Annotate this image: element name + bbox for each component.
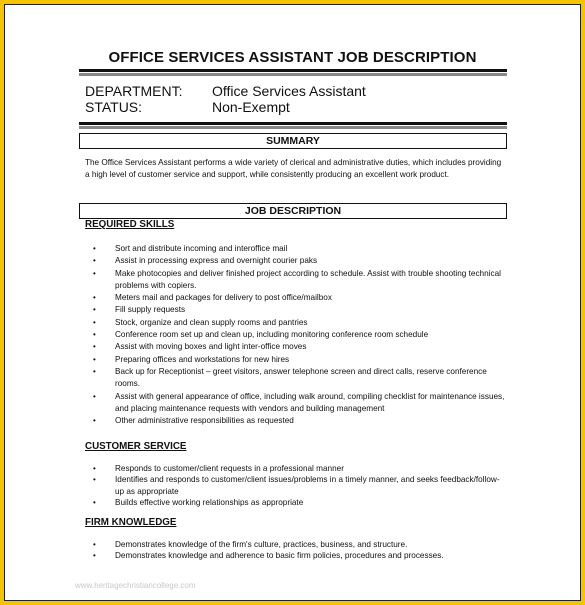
bullet-icon: • [93, 293, 96, 303]
bullet-icon: • [93, 244, 96, 253]
list-item: • Stock, organize and clean supply rooms and pantries [85, 317, 505, 329]
meta-rule-gray [79, 126, 507, 129]
list-item: • Meters mail and packages for delivery to post office/mailbox [85, 292, 505, 304]
department-label: DEPARTMENT: [85, 83, 183, 99]
list-item: • Responds to customer/client requests in a professional manner [93, 464, 344, 473]
bullet-icon: • [93, 354, 96, 364]
bullet-icon: • [93, 317, 96, 327]
list-item: • Preparing offices and workstations for new hires [85, 354, 505, 366]
bullet-icon: • [93, 540, 96, 549]
bullet-icon: • [93, 268, 96, 278]
department-value: Office Services Assistant [212, 83, 366, 99]
list-item: • Make photocopies and deliver finished project according to schedule. Assist with trouble shooting technical problems with copiers. [93, 268, 501, 290]
list-item: • Identifies and responds to customer/client issues/problems in a timely manner, and seeks feedback/follow-up as appropriate [93, 475, 500, 496]
title-rule-gray [79, 73, 507, 76]
list-item: • Other administrative responsibilities as requested [85, 415, 505, 427]
list-item: • Builds effective working relationships as appropriate [93, 497, 304, 507]
meta-rule-black [79, 122, 507, 125]
required-skills-list [85, 243, 505, 427]
list-item: • Demonstrates knowledge and adherence to basic firm policies, procedures and processes. [93, 551, 444, 561]
status-value: Non-Exempt [212, 99, 290, 115]
status-label: STATUS: [85, 99, 143, 115]
required-skills-title: REQUIRED SKILLS [85, 219, 175, 230]
list-item: • Fill supply requests [85, 304, 505, 316]
job-description-header: JOB DESCRIPTION [79, 203, 507, 219]
list-item: • Assist in processing express and overnight courier paks [85, 255, 505, 267]
bullet-icon: • [93, 475, 96, 485]
bullet-icon: • [93, 391, 96, 401]
list-item: • Assist with moving boxes and light inter-office moves [85, 341, 505, 353]
document-page [4, 4, 581, 601]
bullet-icon: • [93, 551, 96, 561]
list-item: • Sort and distribute incoming and interoffice mail [85, 243, 505, 255]
bullet-icon: • [93, 416, 96, 426]
summary-text: The Office Services Assistant performs a wide variety of clerical and administrative duties, which includes providing a high level of customer service and support, while consistently producing an excellent work product. [85, 158, 502, 179]
title-rule-black [79, 69, 507, 72]
bullet-icon: • [93, 330, 96, 340]
bullet-icon: • [93, 305, 96, 315]
list-item: • Back up for Receptionist – greet visitors, answer telephone screen and direct calls, reserve conference rooms. [93, 366, 487, 389]
bullet-icon: • [93, 256, 96, 266]
customer-service-title: CUSTOMER SERVICE [85, 441, 187, 452]
bullet-icon: • [93, 342, 96, 352]
customer-service-list [85, 463, 505, 508]
bullet-icon: • [93, 366, 96, 376]
firm-knowledge-list [85, 539, 505, 562]
firm-knowledge-title: FIRM KNOWLEDGE [85, 517, 177, 528]
bullet-icon: • [93, 497, 96, 507]
document-title: OFFICE SERVICES ASSISTANT JOB DESCRIPTION [108, 49, 477, 66]
list-item: • Assist with general appearance of office, including walk around, compiling checklist for maintenance issues, and placing maintenance requests with vendors and building management [93, 391, 505, 413]
bullet-icon: • [93, 464, 96, 473]
list-item: • Demonstrates knowledge of the firm's culture, practices, business, and structure. [93, 540, 408, 549]
watermark: www.heritagechristiancollege.com [75, 581, 196, 590]
summary-header: SUMMARY [79, 133, 507, 149]
list-item: • Conference room set up and clean up, including monitoring conference room schedule [85, 329, 505, 341]
